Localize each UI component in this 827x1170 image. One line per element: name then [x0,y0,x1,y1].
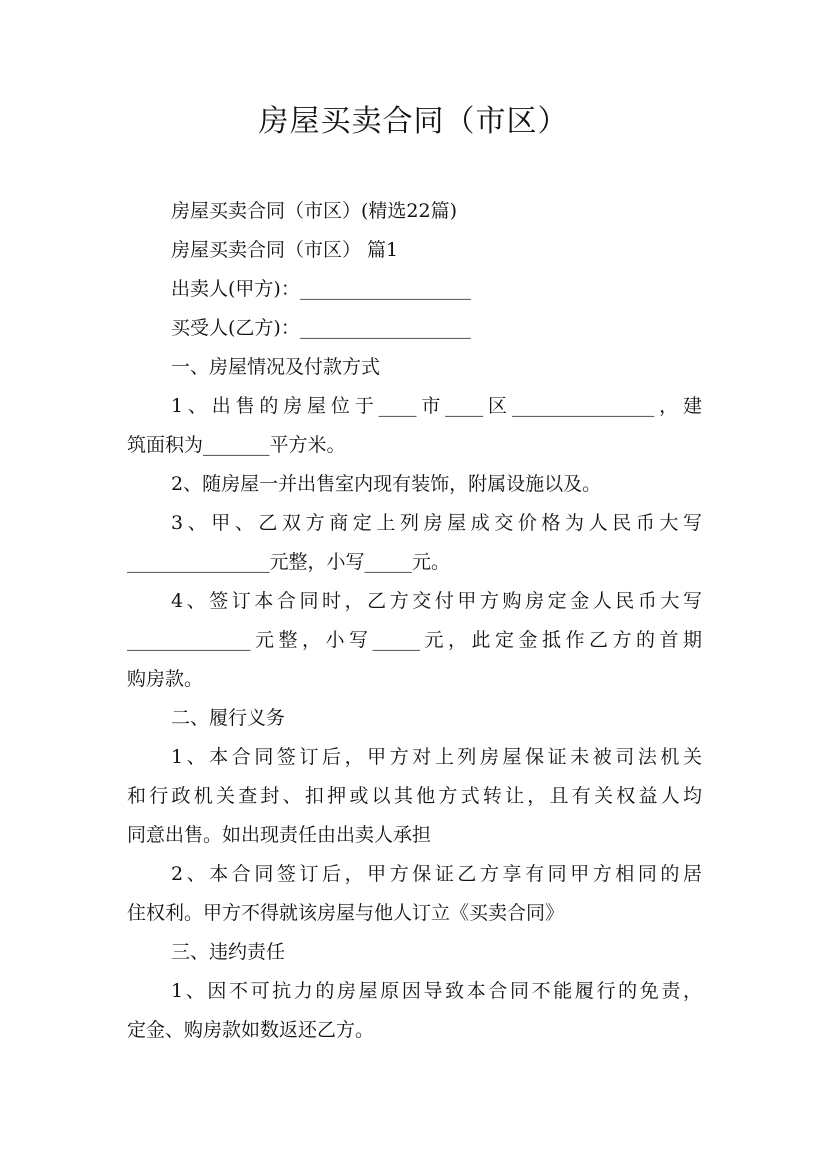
document-line: 1、因不可抗力的房屋原因导致本合同不能履行的免责， [171,980,702,1002]
document-title: 房屋买卖合同（市区） [258,104,569,139]
document-line: 1、本合同签订后，甲方对上列房屋保证未被司法机关 [171,746,702,768]
document-line: 购房款。 [127,668,204,690]
document-line: 1、出售的房屋位于____市____区_______________，建 [171,395,702,417]
document-line: 筑面积为_______平方米。 [127,434,346,456]
document-line: 二、履行义务 [171,707,286,729]
document-line: 房屋买卖合同（市区）(精选22篇) [171,200,458,222]
document-line: 买受人(乙方)：__________________ [171,317,471,339]
document-line: 三、违约责任 [171,941,286,963]
document-line: 同意出售。如出现责任由出卖人承担 [127,824,432,846]
document-line: 2、随房屋一并出售室内现有装饰，附属设施以及。 [171,473,602,495]
document-body [127,192,702,1050]
document-line: 3、甲、乙双方商定上列房屋成交价格为人民币大写 [171,512,702,534]
document-line: 4、签订本合同时，乙方交付甲方购房定金人民币大写 [171,590,702,612]
document-line: 定金、购房款如数返还乙方。 [127,1019,375,1041]
document-line: _______________元整，小写_____元。 [127,551,451,573]
document-line: 一、房屋情况及付款方式 [171,356,381,378]
document-line: 出卖人(甲方)：__________________ [171,278,471,300]
document-line: 和行政机关查封、扣押或以其他方式转让，且有关权益人均 [127,785,702,807]
document-line: _____________元整，小写_____元，此定金抵作乙方的首期 [127,629,702,651]
document-line: 住权利。甲方不得就该房屋与他人订立《买卖合同》 [127,902,565,924]
document-line: 房屋买卖合同（市区） 篇1 [171,239,399,261]
document-line: 2、本合同签订后，甲方保证乙方享有同甲方相同的居 [171,863,702,885]
